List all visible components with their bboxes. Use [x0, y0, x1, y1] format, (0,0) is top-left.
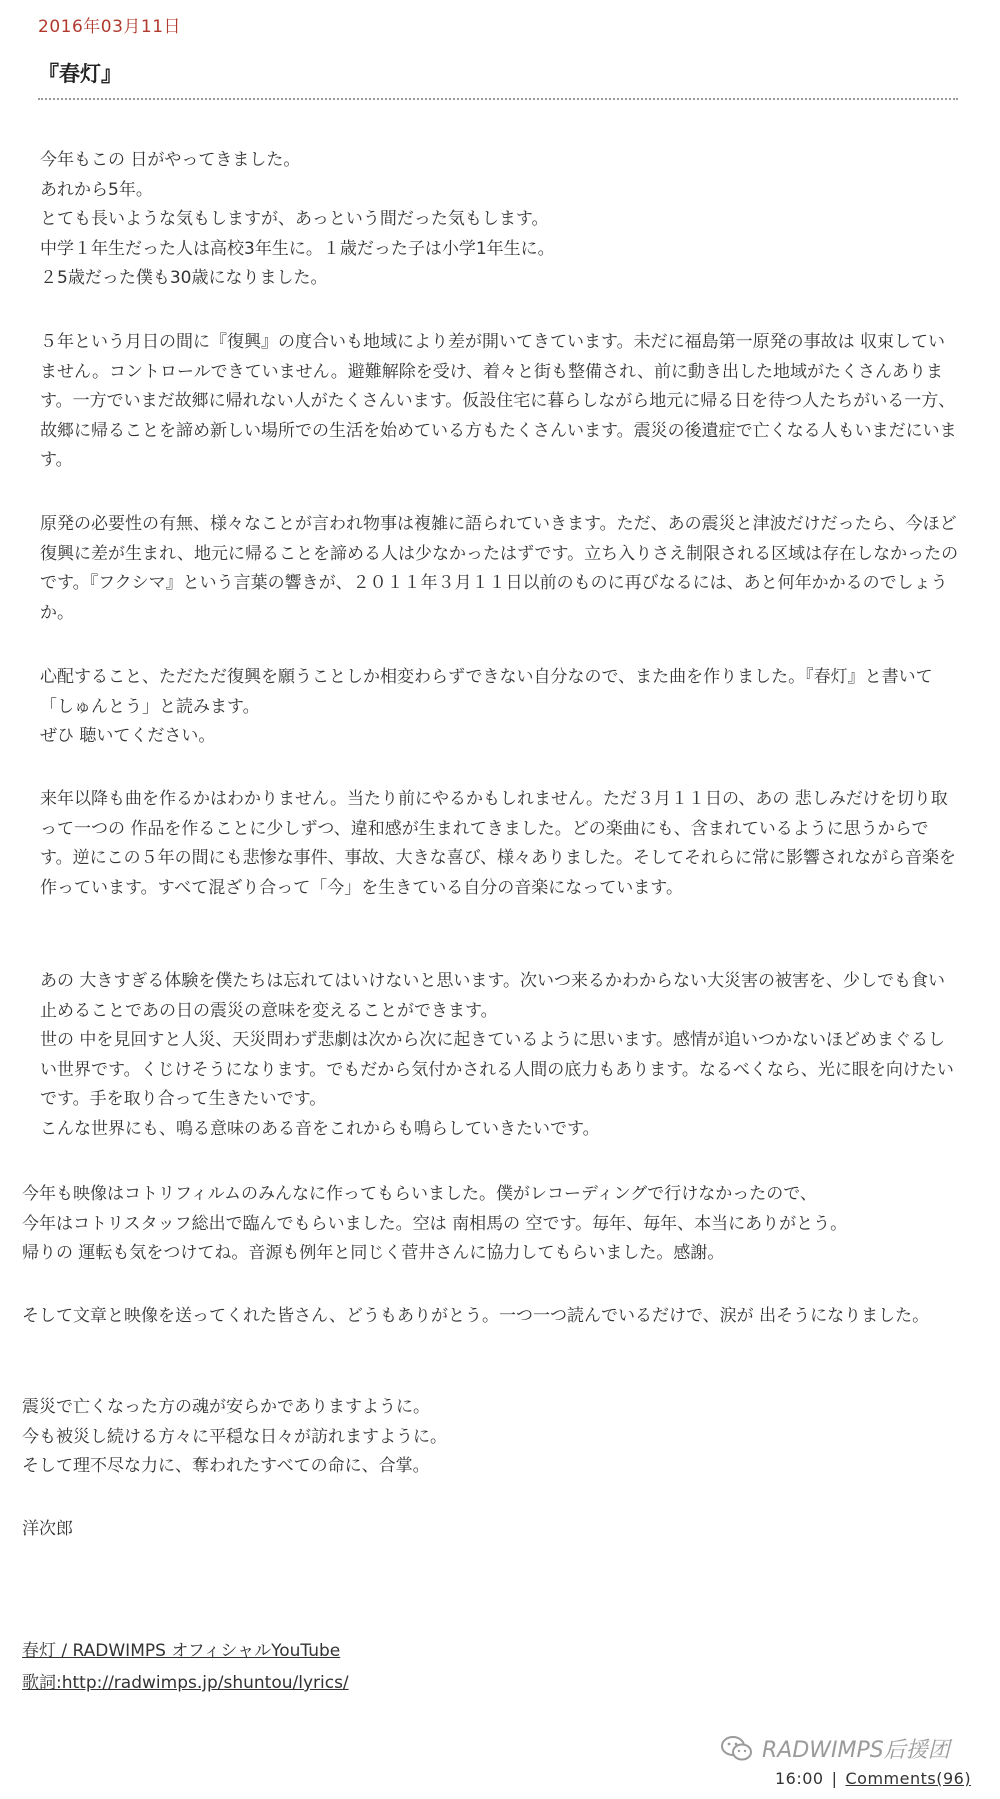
comments-link[interactable]: Comments(96): [845, 1769, 972, 1788]
post-date: 2016年03月11日: [38, 17, 182, 37]
title-divider: [38, 98, 958, 100]
paragraph-8: そして文章と映像を送ってくれた皆さん、どうもありがとう。一つ一つ読んでいるだけで、涙が 出そうになりました。: [22, 1306, 930, 1326]
paragraph-2: ５年という月日の間に『復興』の度合いも地域により差が開いてきています。未だに福島第一原発の事故は 収束していません。コントロールできていません。避難解除を受け、着々と街も整備され、前に動き出した地域がたくさんあります。一方でいまだ故郷に帰れない人がたくさんいます。仮設住宅に暮らしながら地元に帰る日を待つ人たちがいる一方、故郷に帰ることを諦め新しい場所での生活を始めている方もたくさんいます。震災の後遺症で亡くなる人もいまだにいます。: [40, 332, 957, 471]
watermark: [720, 1733, 950, 1764]
paragraph-4: 心配すること、ただただ復興を願うことしか相変わらずできない自分なので、また曲を作りました。『春灯』と書いて「しゅんとう」と読みます。 ぜひ 聴いてください。: [40, 667, 933, 747]
paragraph-5: 来年以降も曲を作るかはわかりません。当たり前にやるかもしれません。ただ３月１１日の、あの 悲しみだけを切り取って一つの 作品を作ることに少しずつ、違和感が生まれてきました。どの楽曲にも、含まれているように思うからです。逆にこの５年の間にも悲惨な事件、事故、大きな喜び、様々ありました。そしてそれらに常に影響されながら音楽を作っています。すべて混ざり合って「今」を生きている自分の音楽になっています。: [40, 789, 956, 898]
paragraph-6: あの 大きすぎる体験を僕たちは忘れてはいけないと思います。次いつ来るかわからない大災害の被害を、少しでも食い止めることであの日の震災の意味を変えることができます。 世の 中を見回すと人災、天災問わず悲劇は次から次に起きているように思います。感情が追いつかないほどめまぐるしい世界です。くじけそうになります。でもだから気付かされる人間の底力もあります。なるべくなら、光に眼を向けたいです。手を取り合って生きたいです。 こんな世界にも、鳴る意味のある音をこれからも鳴らしていきたいです。: [40, 971, 954, 1139]
watermark-text: RADWIMPS后援团: [762, 1738, 950, 1763]
post-time: 16:00: [775, 1769, 824, 1788]
post-footer: [775, 1769, 971, 1788]
paragraph-9: 震災で亡くなった方の魂が安らかでありますように。 今も被災し続ける方々に平穏な日々が訪れますように。 そして理不尽な力に、奪われたすべての命に、合掌。: [22, 1397, 447, 1477]
youtube-video-link[interactable]: 春灯 / RADWIMPS オフィシャルYouTube: [22, 1641, 341, 1661]
wechat-icon: [720, 1735, 754, 1763]
paragraph-3: 原発の必要性の有無、様々なことが言われ物事は複雑に語られていきます。ただ、あの震災と津波だけだったら、今ほど復興に差が生まれ、地元に帰ることを諦める人は少なかったはずです。立ち入りさえ制限される区域は存在しなかったのです。『フクシマ』という言葉の響きが、２０１１年３月１１日以前のものに再びなるには、あと何年かかるのでしょうか。: [40, 514, 959, 623]
signature: 洋次郎: [22, 1519, 73, 1539]
paragraph-7: 今年も映像はコトリフィルムのみんなに作ってもらいました。僕がレコーディングで行けなかったので、 今年はコトリスタッフ総出で臨んでもらいました。空は 南相馬の 空です。毎年、毎年、本当にありがとう。 帰りの 運転も気をつけてね。音源も例年と同じく菅井さんに協力してもらいました。感謝。: [22, 1184, 848, 1264]
footer-separator: |: [831, 1769, 838, 1788]
related-links: [22, 1635, 349, 1699]
post-title: 『春灯』: [38, 62, 122, 86]
paragraph-1: 今年もこの 日がやってきました。 あれから5年。 とても長いような気もしますが、あっという間だった気もします。 中学１年生だった人は高校3年生に。１歳だった子は小学1年生に。 ２5歳だった僕も30歳になりました。: [40, 150, 555, 289]
lyrics-link[interactable]: 歌詞:http://radwimps.jp/shuntou/lyrics/: [22, 1673, 349, 1693]
